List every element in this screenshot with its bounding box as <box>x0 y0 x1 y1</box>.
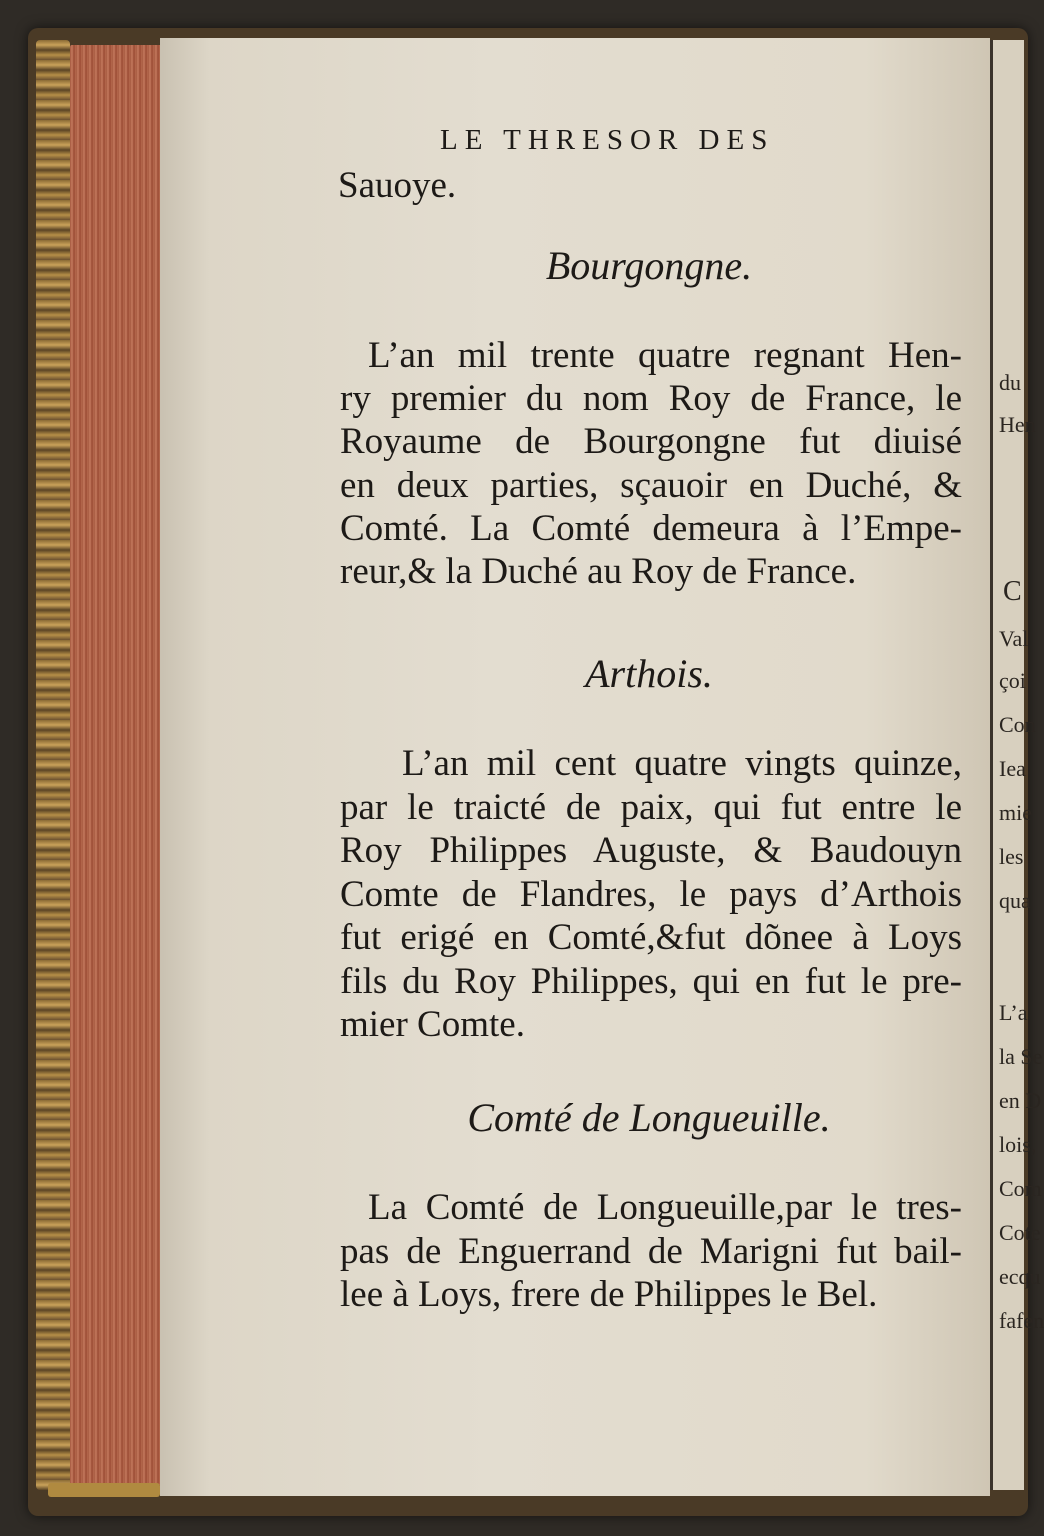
facing-fragment: Val <box>999 626 1029 651</box>
page-edges <box>70 45 162 1485</box>
text-line: ry premier du nom Roy de France, le <box>340 378 962 419</box>
text-line: reur,& la Duché au Roy de France. <box>340 551 857 592</box>
facing-fragment: du <box>999 370 1021 395</box>
gilt-spine <box>36 40 70 1490</box>
text-line: fils du Roy Philippes, qui en fut le pre- <box>340 961 962 1002</box>
text-line: Comte de Flandres, le pays d’Arthois <box>340 874 962 915</box>
facing-fragment: les <box>999 844 1024 869</box>
text-line: Comté. La Comté demeura à l’Empe- <box>340 508 962 549</box>
text-line: lee à Loys, frere de Philippes le Bel. <box>340 1274 878 1315</box>
section-heading: Bourgongne. <box>545 243 753 288</box>
facing-fragment: mie <box>999 800 1032 825</box>
facing-fragment: C <box>1003 576 1022 607</box>
facing-fragment: Iea <box>999 756 1026 781</box>
facing-fragment: qua <box>999 888 1031 913</box>
facing-fragment: lois, <box>999 1132 1037 1157</box>
facing-fragment: Hen <box>999 412 1036 437</box>
text-line: fut erigé en Comté,&fut dõnee à Loys <box>340 917 962 958</box>
binding-clasp <box>48 1483 160 1497</box>
section-heading: Arthois. <box>585 651 713 696</box>
text-line: mier Comte. <box>340 1004 525 1045</box>
text-line: La Comté de Longueuille,par le tres- <box>368 1187 962 1228</box>
facing-fragment: la Se <box>999 1044 1043 1069</box>
facing-fragment: ecqu <box>999 1264 1041 1289</box>
text-line: par le traicté de paix, qui fut entre le <box>340 787 962 828</box>
text-line: pas de Enguerrand de Marigni fut bail- <box>340 1231 962 1272</box>
text-line: L’an mil trente quatre regnant Hen- <box>368 335 962 376</box>
running-head: LE THRESOR DES <box>440 124 775 156</box>
facing-fragment: Cote <box>999 1220 1041 1245</box>
text-line: Royaume de Bourgongne fut diuisé <box>340 421 962 462</box>
facing-fragment: fafen <box>999 1308 1044 1333</box>
facing-fragment: Com <box>999 1176 1042 1201</box>
facing-fragment: çoi <box>999 668 1026 693</box>
facing-page-edge <box>990 40 1044 1490</box>
text-line: L’an mil cent quatre vingts quinze, <box>402 743 962 784</box>
text-line: Roy Philippes Auguste, & Baudouyn <box>340 830 962 871</box>
text-line: en deux parties, sçauoir en Duché, & <box>340 465 962 506</box>
facing-fragment: en D <box>999 1088 1042 1113</box>
section-heading: Comté de Longueuille. <box>467 1095 831 1140</box>
catchword: Sauoye. <box>338 165 457 206</box>
facing-fragment: L’a <box>999 1000 1028 1025</box>
facing-fragment: Con <box>999 712 1036 737</box>
